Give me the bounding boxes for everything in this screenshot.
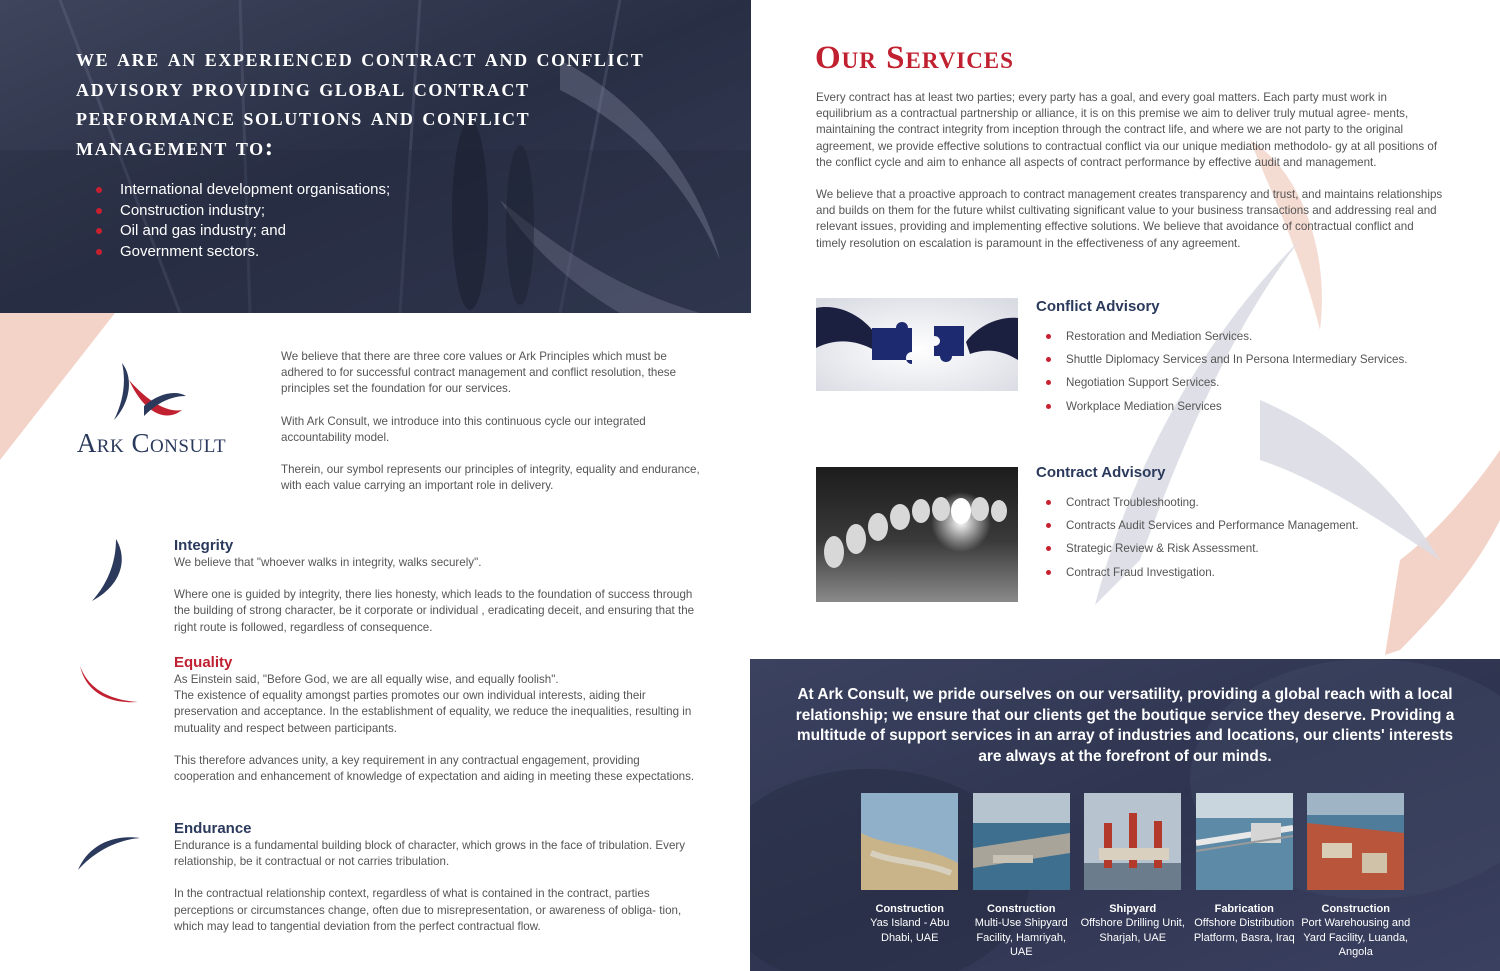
project-thumbnail (973, 793, 1070, 890)
project-description: Multi-Use Shipyard Facility, Hamriyah, UAE (974, 917, 1068, 958)
logo-symbol-icon (54, 358, 249, 428)
value-endurance (174, 820, 699, 935)
value-title: Endurance (174, 820, 252, 837)
project-card (1077, 793, 1189, 960)
value-paragraph: This therefore advances unity, a key requirement in any contractual engagement, providing cooperation and enhancement of knowledge of expectation and aiding in meeting these expectations. (174, 753, 695, 784)
intro-text (281, 349, 711, 494)
project-thumbnail (1307, 793, 1404, 890)
value-paragraph: As Einstein said, "Before God, we are all equally wise, and equally foolish". (174, 673, 559, 686)
services-title: Our Services (815, 40, 1014, 76)
project-category: Construction (987, 902, 1056, 915)
equality-arc-icon (78, 664, 140, 704)
project-description: Offshore Distribution Platform, Basra, Iraq (1193, 917, 1295, 944)
logo-text: Ark Consult (76, 428, 227, 458)
project-thumbnail (1196, 793, 1293, 890)
conflict-advisory-block (1036, 298, 1456, 418)
service-item: Contracts Audit Services and Performance Management. (1046, 514, 1456, 537)
project-description: Offshore Drilling Unit, Sharjah, UAE (1080, 917, 1185, 944)
services-intro (816, 90, 1446, 252)
service-item: Shuttle Diplomacy Services and In Persona Intermediary Services. (1046, 348, 1456, 371)
hero-list-item: Government sectors. (96, 242, 390, 263)
value-paragraph: In the contractual relationship context, regardless of what is contained in the contract, parties perceptions or circumstances change, often due to misrepresentation, or awareness of obliga- tion, which may lead to tangential deviation from the perfect contractual flow. (174, 887, 682, 933)
hero-list-item: International development organisations; (96, 180, 390, 201)
contract-advisory-block (1036, 464, 1456, 584)
service-item: Negotiation Support Services. (1046, 371, 1456, 394)
intro-paragraph: We believe that there are three core values or Ark Principles which must be adhered to for successful contract management and conflict resolution, these principles set the foundation for our services. (281, 350, 677, 396)
panel-text: At Ark Consult, we pride ourselves on our versatility, providing a global reach with a local relationship; we ensure that our clients get the boutique service they deserve. Providing a multitude of support services in an array of industries and locations, our clients' interests are always at the forefront of our minds. (795, 686, 1455, 765)
project-thumbnail (1084, 793, 1181, 890)
conflict-advisory-list (1036, 325, 1456, 418)
conflict-advisory-title: Conflict Advisory (1036, 298, 1160, 315)
contract-advisory-list (1036, 491, 1456, 584)
service-item: Strategic Review & Risk Assessment. (1046, 537, 1456, 560)
project-thumbnail (861, 793, 958, 890)
value-paragraph: The existence of equality amongst parties promotes our own individual interests, aiding their preservation and acceptance. In the establishment of equality, we reduce the inequalities, resulting in mutuality and respect between participants. (174, 689, 692, 735)
intro-paragraph: Therein, our symbol represents our principles of integrity, equality and endurance, with each value carrying an important role in delivery. (281, 463, 700, 493)
value-integrity (174, 537, 699, 636)
service-item: Contract Troubleshooting. (1046, 491, 1456, 514)
project-card (1189, 793, 1301, 960)
project-card (966, 793, 1078, 960)
value-title: Equality (174, 654, 233, 671)
hero-list (96, 180, 390, 262)
hero-list-item: Construction industry; (96, 201, 390, 222)
services-paragraph: We believe that a proactive approach to contract management creates transparency and trust, and maintains relationships and builds on them for the future whilst cultivating significant value to your business transactions and addressing real and relevant issues, providing and implementing effective solutions. We believe that avoidance of contractual conflict and timely resolution on escalation is paramount in the effectiveness of any agreement. (816, 188, 1443, 250)
value-paragraph: Where one is guided by integrity, there lies honesty, which leads to the foundation of success through the building of strong character, be it corporate or individual , eradicating deceit, and ensuring that the right route is followed, regardless of consequence. (174, 588, 695, 634)
project-card (854, 793, 966, 960)
ark-consult-logo (54, 358, 249, 462)
puzzle-hands-image (816, 298, 1018, 391)
project-category: Shipyard (1109, 902, 1157, 915)
hero-banner (0, 0, 751, 313)
hero-list-item: Oil and gas industry; and (96, 221, 390, 242)
endurance-arc-icon (76, 832, 142, 872)
service-item: Contract Fraud Investigation. (1046, 561, 1456, 584)
project-category: Construction (1321, 902, 1390, 915)
services-paragraph: Every contract has at least two parties; every party has a goal, and every goal matters. Each party must work in equilibrium as a contractual partnership or alliance, it is on this premise we aim to deliver truly mutual agree- ments, maintaining the contract integrity from inception through the contract life, and where we are not party to the original agreement, we provide effective solutions to contractual conflict via our unique mediation methodolo- gy at all positions of the conflict cycle and aim to enhance all aspects of contract performance by effective audit and management. (816, 91, 1438, 169)
contract-advisory-title: Contract Advisory (1036, 464, 1166, 481)
light-bulbs-image (816, 467, 1018, 602)
value-title: Integrity (174, 537, 234, 554)
project-category: Construction (875, 902, 944, 915)
projects-row (854, 793, 1412, 960)
value-equality (174, 654, 699, 785)
value-paragraph: Endurance is a fundamental building block of character, which grows in the face of tribulation. Every relationship, be it contractual or not carries tribulation. (174, 839, 686, 869)
service-item: Restoration and Mediation Services. (1046, 325, 1456, 348)
intro-paragraph: With Ark Consult, we introduce into this continuous cycle our integrated accountability model. (281, 414, 646, 444)
projects-panel (750, 659, 1500, 971)
hero-title: we are an experienced contract and conflict advisory providing global contract performance solutions and conflict management to: (76, 45, 645, 161)
integrity-arc-icon (88, 537, 128, 603)
service-item: Workplace Mediation Services (1046, 395, 1456, 418)
project-category: Fabrication (1214, 902, 1274, 915)
project-description: Yas Island - Abu Dhabi, UAE (870, 917, 950, 944)
value-paragraph: We believe that "whoever walks in integrity, walks securely". (174, 556, 482, 569)
project-description: Port Warehousing and Yard Facility, Luanda, Angola (1301, 917, 1411, 958)
project-card (1300, 793, 1412, 960)
